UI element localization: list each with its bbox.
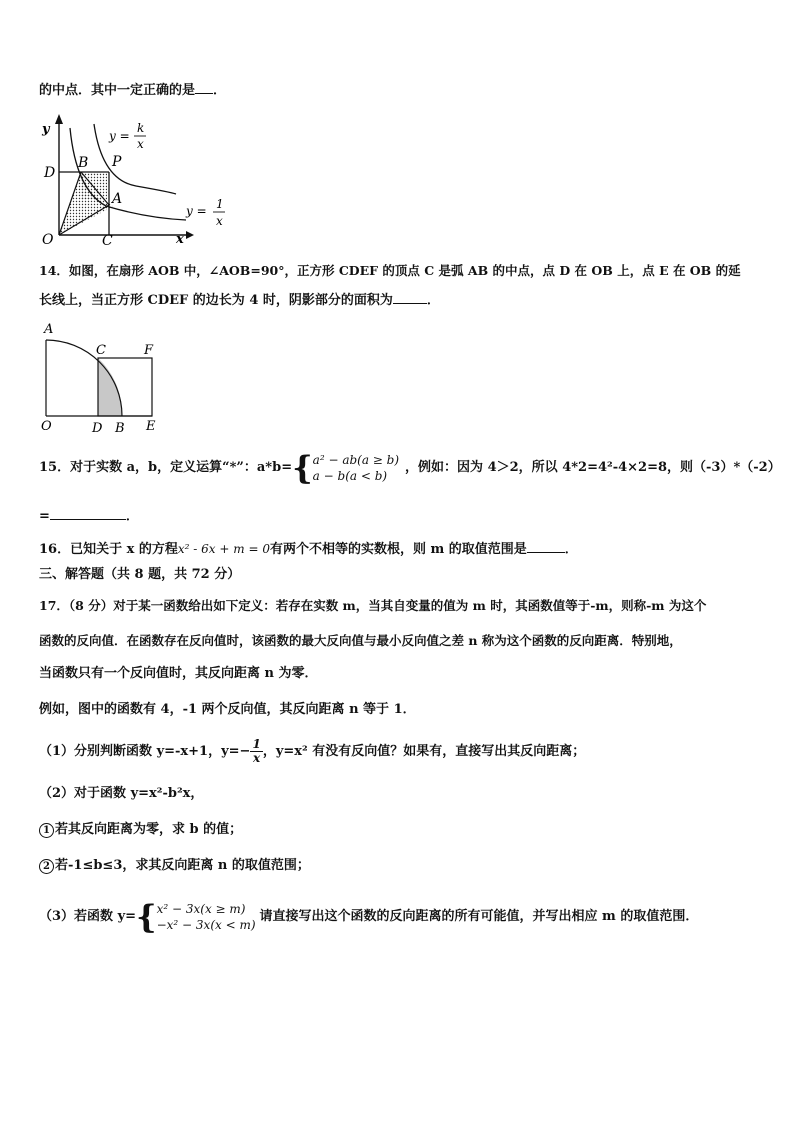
q14-line2 — [39, 292, 440, 310]
circled-one-icon: 1 — [39, 823, 54, 838]
label-x-axis: x — [176, 232, 184, 247]
q17-part1-fraction — [250, 738, 262, 765]
q17-part3-brace: { — [136, 897, 157, 936]
q16-answer-blank[interactable] — [527, 552, 565, 553]
label-A: A — [44, 322, 54, 337]
q17-part3-cases — [157, 901, 256, 933]
q13-end: ． — [213, 83, 227, 98]
q17-part3-post: 请直接写出这个函数的反向距离的所有可能值，并写出相应 m 的取值范围． — [259, 909, 699, 924]
label-C: C — [96, 343, 106, 358]
q13-tail — [39, 82, 226, 100]
label-y-axis: y — [42, 122, 50, 137]
q17-line2: 函数的反向值．在函数存在反向值时，该函数的最大反向值与最小反向值之差 n 称为这个函数的反向距离．特别地， — [39, 633, 682, 648]
q15-case1: a² − ab(a ≥ b) — [312, 452, 400, 467]
q17-example: 例如，图中的函数有 4，-1 两个反向值，其反向距离 n 等于 1． — [39, 702, 416, 717]
q17-sub2-text: 若-1≤b≤3，求其反向距离 n 的取值范围； — [55, 858, 310, 873]
q16-post: 有两个不相等的实数根，则 m 的取值范围是 — [269, 542, 527, 557]
q17-part3-pre: （3）若函数 y= — [39, 909, 137, 924]
q13-text: 的中点．其中一定正确的是 — [39, 83, 196, 98]
q15-line2: = ． — [39, 509, 139, 524]
q15-answer-blank[interactable] — [50, 519, 126, 520]
q17-part2: （2）对于函数 y=x²-b²x， — [39, 786, 204, 801]
q17-part1-den: x — [253, 751, 261, 765]
label-P: P — [112, 154, 122, 170]
q17-line1: 17．（8 分）对于某一函数给出如下定义：若存在实数 m，当其自变量的值为 m 时，其函数值等于-m，则称-m 为这个 — [39, 598, 707, 613]
q15-post: ，例如：因为 4＞2，所以 4*2=4²-4×2=8，则（-3）*（-2） — [405, 460, 781, 475]
q14-end: ． — [426, 293, 440, 308]
curve-1-num: 1 — [216, 197, 224, 211]
q16-end: ． — [564, 542, 578, 557]
label-F: F — [144, 343, 154, 358]
curve-k-prefix: y = — [109, 129, 130, 143]
q17-part1-post: ，y=x² 有没有反向值？如果有，直接写出其反向距离； — [262, 744, 586, 759]
circled-two-icon: 2 — [39, 859, 54, 874]
q14-line1: 14．如图，在扇形 AOB 中，∠AOB=90°，正方形 CDEF 的顶点 C 是弧 AB 的中点，点 D 在 OB 上，点 E 在 OB 的延 — [39, 263, 741, 278]
q15-cases — [313, 452, 399, 484]
q14-answer-blank[interactable] — [393, 303, 427, 304]
q15-eq: = — [39, 509, 50, 524]
curve-1-den: x — [216, 214, 223, 228]
q17-part1 — [39, 732, 585, 772]
q13-figure — [36, 110, 236, 250]
curve-1-prefix: y = — [186, 204, 207, 218]
q17-sub1-text: 若其反向距离为零，求 b 的值； — [55, 822, 243, 837]
q17-sub2 — [39, 857, 310, 875]
q17-part3 — [39, 896, 698, 938]
q15-case2: a − b(a < b) — [312, 468, 388, 483]
q16-pre: 16．已知关于 x 的方程 — [39, 542, 178, 557]
q14-figure — [36, 318, 166, 438]
curve-k-den: x — [137, 137, 144, 151]
q15-brace: { — [292, 448, 313, 487]
label-C: C — [102, 233, 113, 249]
q15-line1 — [39, 448, 781, 488]
label-D: D — [92, 421, 103, 436]
x-axis-arrow — [186, 231, 194, 239]
q16-equation: x² - 6x + m = 0 — [177, 542, 270, 556]
label-A: A — [112, 191, 123, 207]
q14-text: 长线上，当正方形 CDEF 的边长为 4 时，阴影部分的面积为 — [39, 293, 393, 308]
q15-pre: 15．对于实数 a，b，定义运算“*”：a*b= — [39, 460, 293, 475]
label-O: O — [42, 232, 54, 248]
label-B: B — [115, 421, 125, 436]
q17-part1-num: 1 — [252, 737, 261, 751]
q16-line — [39, 540, 578, 559]
q17-line3: 当函数只有一个反向值时，其反向距离 n 为零． — [39, 666, 318, 681]
q17-part3-case2: −x² − 3x(x < m) — [156, 917, 256, 932]
shaded-region — [98, 358, 122, 416]
label-E: E — [146, 419, 156, 434]
q17-part1-pre: （1）分别判断函数 y=-x+1，y=− — [39, 744, 251, 759]
q17-part3-case1: x² − 3x(x ≥ m) — [156, 901, 246, 916]
q17-sub1 — [39, 821, 242, 839]
curve-k-num: k — [137, 121, 145, 135]
q13-answer-blank[interactable] — [195, 93, 213, 94]
label-B: B — [78, 155, 89, 171]
section-3-heading: 三、解答题（共 8 题，共 72 分） — [39, 567, 241, 582]
label-O: O — [41, 419, 52, 434]
y-axis-arrow — [55, 114, 63, 124]
label-D: D — [44, 165, 56, 181]
